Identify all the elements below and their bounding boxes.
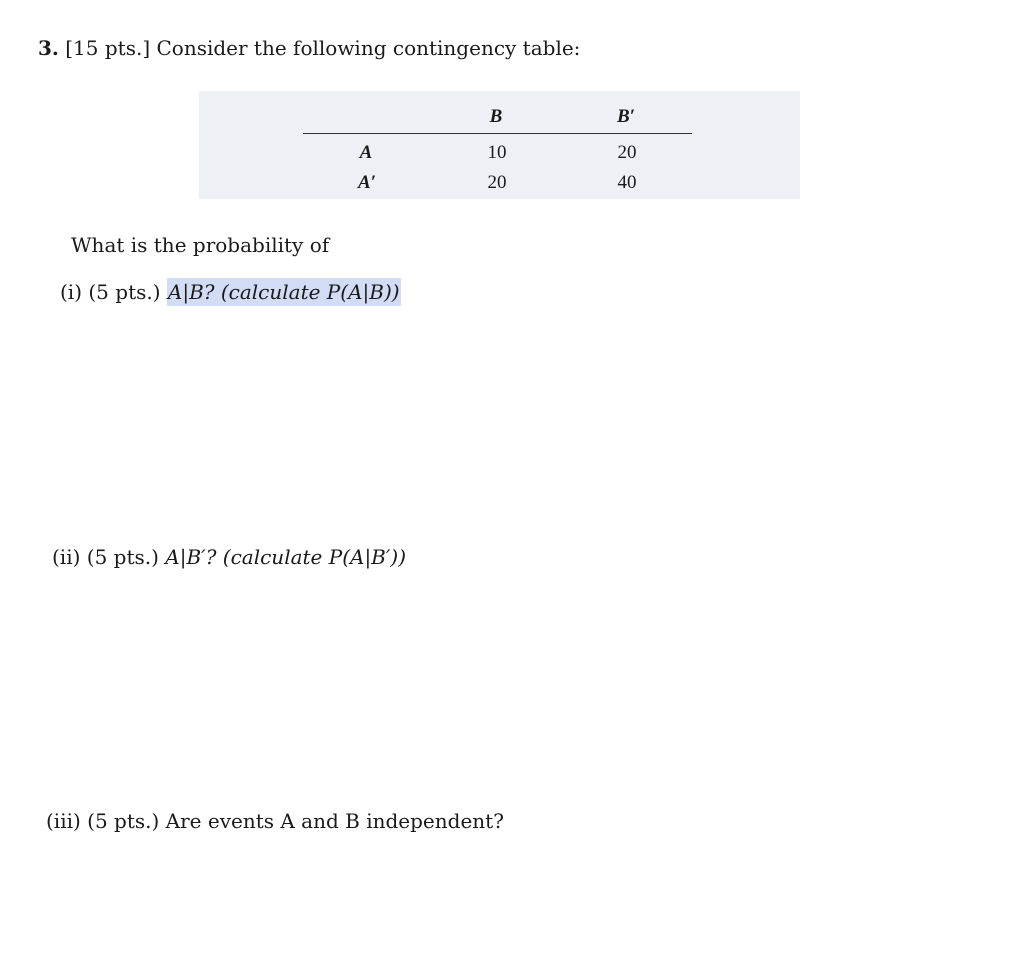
- part-iii-label: (iii): [46, 809, 81, 833]
- part-ii-points: (5 pts.): [86, 545, 159, 569]
- part-ii-answer-space: [40, 578, 980, 798]
- part-iii-points: (5 pts.): [87, 809, 160, 833]
- cell-a-b: 10: [487, 142, 507, 163]
- problem-statement: Consider the following contingency table:: [156, 36, 581, 60]
- question-intro: What is the probability of: [71, 233, 330, 257]
- column-header-b-complement: B′: [616, 106, 636, 127]
- problem-header: [38, 36, 580, 60]
- part-i: [60, 280, 401, 304]
- row-label-a: A: [359, 142, 373, 163]
- contingency-table: [199, 91, 800, 199]
- part-iii: [46, 809, 504, 833]
- part-ii-question: A|B′? (calculate P(A|B′)): [165, 545, 407, 569]
- table-header-rule: [303, 133, 692, 134]
- part-iii-question: Are events A and B independent?: [165, 809, 504, 833]
- problem-points: [15 pts.]: [65, 36, 151, 60]
- cell-a-complement-b: 20: [487, 172, 507, 193]
- column-header-b: B: [489, 106, 503, 127]
- part-i-question-selected[interactable]: A|B? (calculate P(A|B)): [167, 280, 400, 304]
- cell-a-b-complement: 20: [617, 142, 637, 163]
- part-ii: [52, 545, 406, 569]
- part-i-answer-space: [40, 312, 980, 532]
- row-label-a-complement: A′: [357, 172, 377, 193]
- part-i-points: (5 pts.): [88, 280, 161, 304]
- part-i-label: (i): [60, 280, 83, 304]
- cell-a-complement-b-complement: 40: [617, 172, 637, 193]
- part-iii-answer-space: [40, 842, 980, 952]
- part-ii-label: (ii): [52, 545, 81, 569]
- problem-number: 3.: [38, 36, 59, 60]
